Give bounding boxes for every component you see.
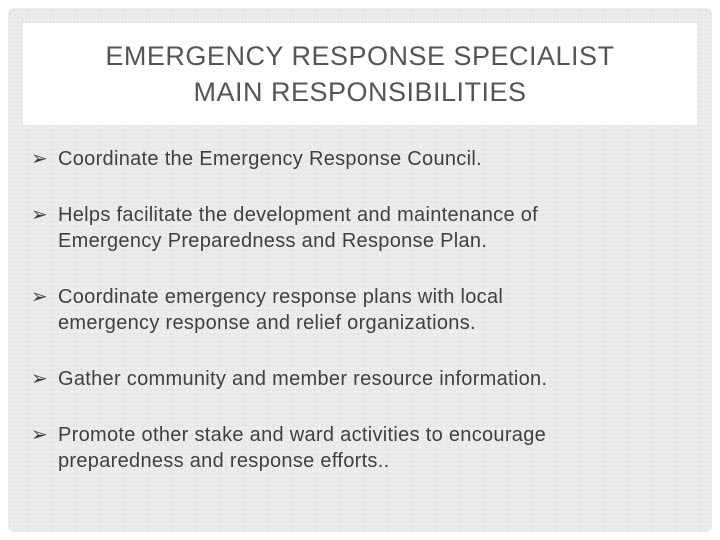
bullet-list: [31, 146, 701, 504]
arrow-bullet-icon: ➢: [31, 286, 49, 308]
slide-title-line-1: EMERGENCY RESPONSE SPECIALIST: [105, 41, 615, 71]
arrow-bullet-icon: ➢: [31, 148, 49, 170]
bullet-text: Helps facilitate the development and maintenance of: [58, 204, 539, 226]
bullet-text: Promote other stake and ward activities to encourage: [58, 424, 547, 446]
bullet-text: Gather community and member resource information.: [58, 368, 548, 390]
bullet-text: Coordinate the Emergency Response Council.: [58, 148, 482, 170]
slide: [8, 8, 712, 532]
slide-title-line-2: MAIN RESPONSIBILITIES: [193, 77, 527, 107]
arrow-bullet-icon: ➢: [31, 204, 49, 226]
bullet-text: Emergency Preparedness and Response Plan.: [58, 230, 488, 252]
arrow-bullet-icon: ➢: [31, 424, 49, 446]
bullet-text: emergency response and relief organizations.: [58, 312, 476, 334]
bullet-text: preparedness and response efforts..: [58, 450, 390, 472]
bullet-item: [31, 202, 701, 254]
arrow-bullet-icon: ➢: [31, 368, 49, 390]
bullet-item: [31, 422, 701, 474]
bullet-text: Coordinate emergency response plans with local: [58, 286, 504, 308]
bullet-item: [31, 146, 701, 172]
bullet-item: [31, 366, 701, 392]
title-box: [23, 23, 697, 125]
bullet-item: [31, 284, 701, 336]
